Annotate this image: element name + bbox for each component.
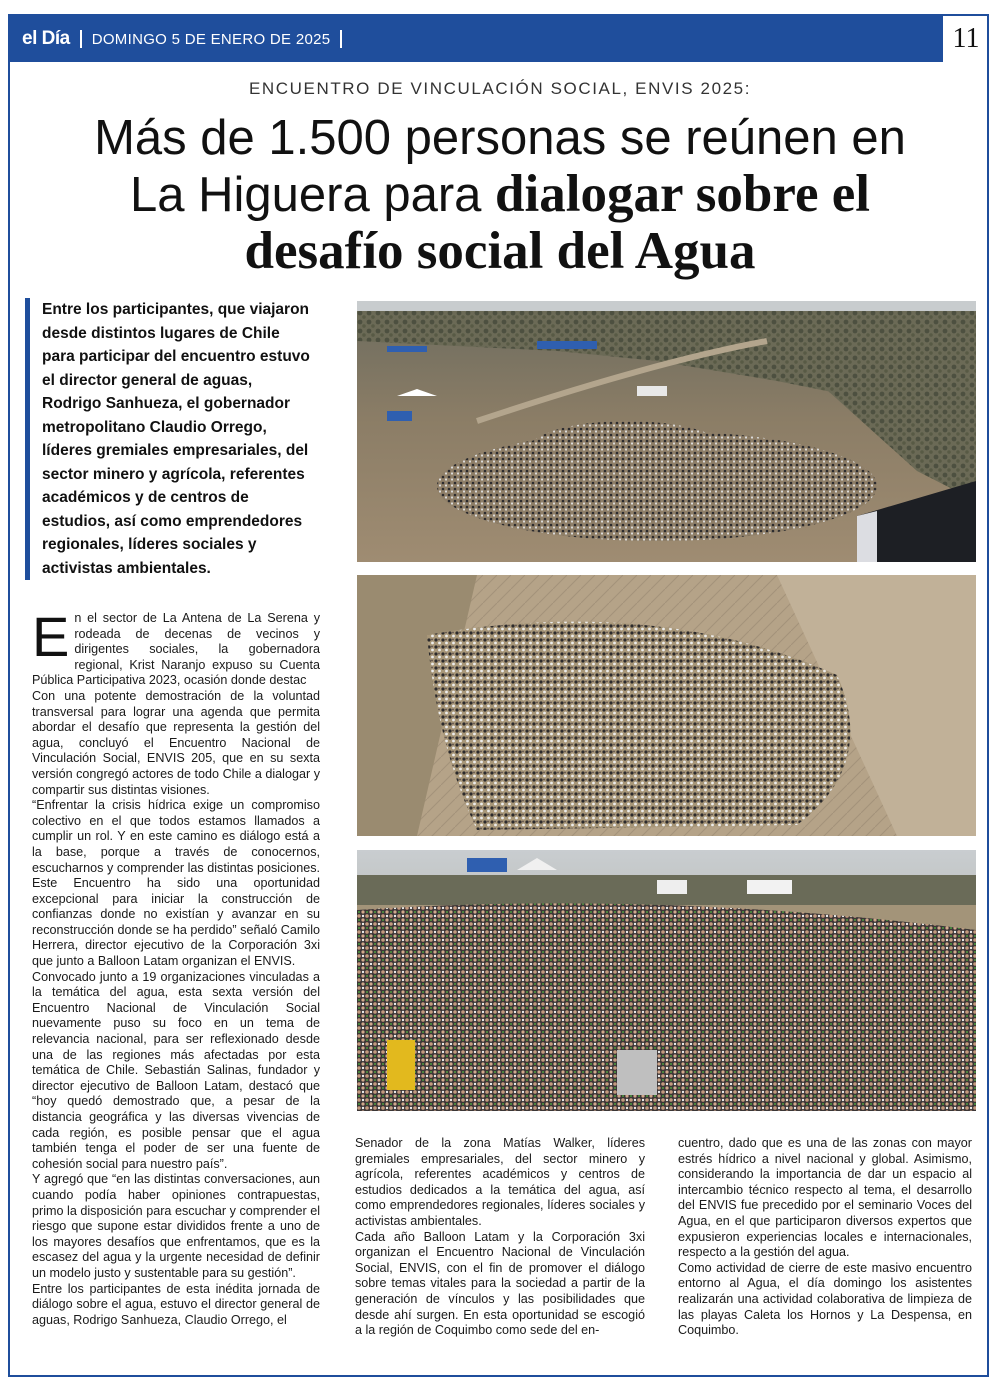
divider: [340, 30, 342, 48]
paragraph: cuentro, dado que es una de las zonas con mayor estrés hídrico a nivel nacional y global. Asimismo, considerando la importancia de dar un espacio al intercambio técnico respecto al tema, el desarrollo del ENVIS fue precedido por el seminario Voces del Agua, en el que participaron diversos expertos que expusieron experiencias locales e internacionales, respecto a la gestión del agua.: [678, 1136, 972, 1260]
article-column-2: [355, 1136, 645, 1339]
divider: [80, 30, 82, 48]
aerial-photo-crowd: [357, 575, 976, 836]
aerial-photo-crowd-illustration: [357, 575, 976, 836]
article-lead: Entre los participantes, que viajaron desde distintos lugares de Chile para participar del encuentro estuvo el director general de aguas, Rodrigo Sanhueza, el gobernador metropolitano Claudio Orrego, líderes gremiales empresariales, del sector minero y agrícola, referentes académicos y de centros de estudios, así como emprendedores regionales, líderes sociales y activistas ambientales.: [25, 298, 315, 580]
paragraph: Como actividad de cierre de este masivo encuentro entorno al Agua, el día domingo los asistentes realizarán una actividad colaborativa de limpieza de las playas Caleta los Hornos y La Despensa, en Coquimbo.: [678, 1260, 972, 1338]
paragraph: Senador de la zona Matías Walker, líderes gremiales empresariales, del sector minero y agrícola, referentes académicos y centros de estudios dedicados a la temática del agua, así como emprendedores regionales, líderes sociales y activistas ambientales.: [355, 1136, 645, 1228]
aerial-photo-hillside: [357, 301, 976, 562]
masthead: [10, 16, 941, 62]
paragraph: n el sector de La Antena de La Serena y rodeada de decenas de vecinos y dirigentes sociales, la gobernadora regional, Krist Naranjo expuso su Cuenta Pública Participativa 2023, ocasión donde destac: [32, 611, 320, 688]
paragraph: Y agregó que “en las distintas conversaciones, aun cuando podía haber opiniones contrapuestas, primo la disposición para escuchar y comprender el riesgo que supone estar divididos frente a uno de los mayores desafíos que enfrentamos, que es la escasez del agua y la urgente necesidad de definir un modelo justo y sustentable para su gestión”.: [32, 1172, 320, 1280]
headline-part: Más de 1.500 personas se reúnen en: [94, 111, 906, 165]
paragraph: Con una potente demostración de la voluntad transversal para lograr una agenda que permita abordar el desafío que representa la gestión del agua, concluyó el Encuentro Nacional de Vinculación Social, ENVIS 205, que en su sexta versión congregó actores de todo Chile a dialogar y compartir sus distintas visiones.: [32, 688, 320, 797]
headline-bold-part: desafío social del Agua: [244, 222, 756, 280]
headline-part: La Higuera para: [130, 168, 496, 222]
issue-date: DOMINGO 5 DE ENERO DE 2025: [91, 30, 331, 48]
article-headline: [30, 110, 970, 280]
article-kicker: ENCUENTRO DE VINCULACIÓN SOCIAL, ENVIS 2025:: [248, 79, 752, 98]
group-photo-illustration: [357, 850, 976, 1111]
article-column-3: [678, 1136, 972, 1339]
paragraph: Entre los participantes de esta inédita jornada de diálogo sobre el agua, estuvo el director general de aguas, Rodrigo Sanhueza, Claudio Orrego, el: [32, 1281, 320, 1327]
newspaper-logo: el Día: [22, 28, 70, 49]
paragraph: “Enfrentar la crisis hídrica exige un compromiso colectivo en el que todos estamos llamados a cumplir un rol. Y en este camino es diálogo está a la base, porque a través de conocernos, escucharnos y comprender las distintas posiciones. Este Encuentro ha sido una oportunidad excepcional para iniciar la construcción de confianzas donde no existían y avanzar en su reconstrucción donde se ha perdido” señaló Camilo Herrera, director ejecutivo de la Corporación 3xi que junto a Balloon Latam organizan el ENVIS.: [32, 798, 320, 969]
dropcap: E: [32, 605, 70, 668]
aerial-photo-hillside-illustration: [357, 301, 976, 562]
paragraph: Cada año Balloon Latam y la Corporación 3xi organizan el Encuentro Nacional de Vinculación Social, ENVIS, con el fin de promover el diálogo sobre temas vitales para la sociedad a partir de la generación de vínculos y las posibilidades que desde ahí surgen. En esta oportunidad se escogió a la región de Coquimbo como sede del en-: [355, 1229, 645, 1338]
article-column-1: [32, 605, 320, 1328]
group-photo: [357, 850, 976, 1111]
headline-bold-part: dialogar sobre el: [495, 165, 870, 223]
paragraph: Convocado junto a 19 organizaciones vinculadas a la temática del agua, esta sexta versión del Encuentro Nacional de Vinculación Social nuevamente puso su foco en un tema de relevancia nacional, para ser reflexionado desde una de las regiones más afectadas por esta temática de Chile. Sebastián Salinas, fundador y director ejecutivo de Balloon Latam, destacó que “hoy quedó demostrado que, a pesar de la distancia geográfica y las diversas vivencias de cada región, es posible pensar que el agua también tenga el poder de ser una fuente de cohesión social para nuestro país”.: [32, 969, 320, 1171]
page-number: 11: [941, 16, 989, 62]
